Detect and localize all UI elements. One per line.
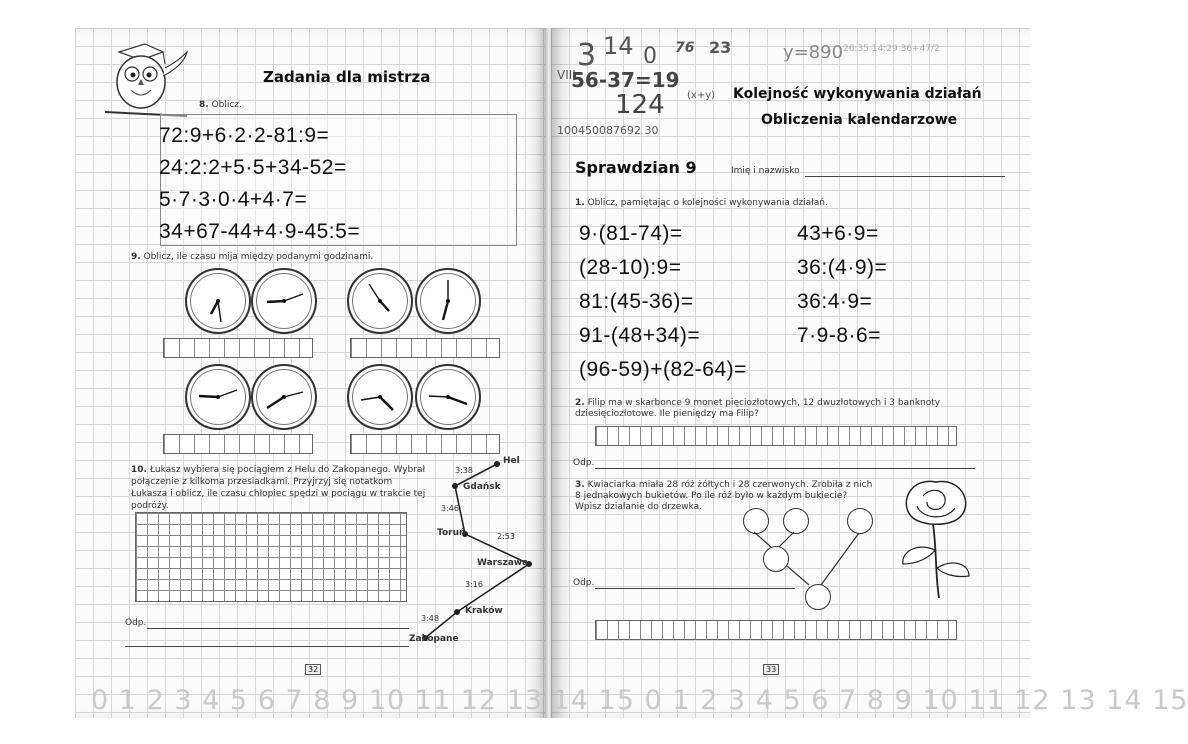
time-label: 3:16 [465,580,483,589]
digit: 1 [118,685,137,716]
clock-face [347,364,413,430]
clock-face [185,268,251,334]
clock-face [251,268,317,334]
task3-answer-line[interactable] [595,588,795,589]
task9-answer-row-1b[interactable] [350,338,500,358]
clock-hands-icon [253,270,315,332]
station-gdansk: Gdańsk [463,482,501,492]
digit: 15 [1152,685,1188,716]
digit: 9 [341,685,360,716]
station-zakopane: Zakopane [409,634,459,644]
task2-text-block [575,398,995,420]
task2-answer-label: Odp. [573,458,595,468]
tree-connectors [741,506,881,616]
equation-1-6: 43+6·9= [797,222,879,245]
task8-number: 8. [199,100,209,110]
task8-instruction: Oblicz. [211,100,242,110]
digit: 8 [313,685,332,716]
digit: 14 [1106,685,1143,716]
clock-hands-icon [349,366,411,428]
right-page [551,28,1030,718]
equation-8-2: 24:2:2+5·5+34-52= [159,156,347,179]
digit: 12 [1014,685,1051,716]
task10-number: 10. [131,465,147,475]
deco-number: 14 [603,32,634,60]
digit: 3 [727,685,747,716]
page-number: 33 [763,664,779,675]
task10-answer-grid[interactable] [135,512,407,602]
digit: 1 [672,685,691,716]
equation-1-1: 9·(81-74)= [579,222,683,245]
task2-answer-line[interactable] [595,468,975,469]
equation-1-2: (28-10):9= [579,256,682,279]
open-workbook [75,28,1188,718]
digit: 5 [783,685,802,716]
task3-text: Kwiaciarka miała 28 róż żółtych i 28 czerwonych. Zrobiła z nich 8 jednakowych bukietów. Po ile róż było w każdym bukiecie? Wpisz działanie do drzewka. [575,480,873,512]
digit: 10 [368,685,406,716]
deco-number: 100450087692 30 [557,124,659,137]
equation-8-4: 34+67-44+4·9-45:5= [159,220,361,243]
deco-number: (x+y) [687,90,716,101]
equation-1-8: 36:4·9= [797,290,873,313]
digit: 10 [922,685,959,716]
task10-answer-line[interactable] [147,628,409,629]
task1-heading [575,198,828,208]
clock-hands-icon [253,366,315,428]
task8-heading [199,100,242,110]
clock-face [185,364,251,430]
digit: 13 [506,685,544,716]
deco-number: VIII [557,68,576,82]
digit: 15 [598,685,635,716]
clock-face [415,268,481,334]
task3-answer-grid[interactable] [595,620,957,640]
station-krakow: Kraków [465,606,503,616]
station-warszawa: Warszawa [477,558,529,568]
clock-hands-icon [417,270,479,332]
task2-text: Filip ma w skarbonce 9 monet pięciozłotowych, 12 dwuzłotowych i 3 banknoty dziesięciozłotowe. Ile pieniędzy ma Filip? [575,398,941,419]
task10-answer-line-2[interactable] [125,646,409,647]
deco-number: 0 [643,44,657,69]
digit: 6 [811,685,830,716]
clock-hands-icon [187,366,249,428]
time-label: 3:38 [455,466,473,475]
digit: 9 [894,685,913,716]
equation-8-3: 5·7·3·0·4+4·7= [159,188,308,211]
task9-answer-row-2b[interactable] [350,434,500,454]
owl-illustration [101,42,191,124]
test-title: Sprawdzian 9 [575,158,697,177]
task10-text: Łukasz wybiera się pociągiem z Helu do Zakopanego. Wybrał połączenie z kilkoma przesiadkami. Przyjrzyj się notatkom Łukasza i oblicz, ile czasu chłopiec spędzi w pociągu w trakcie tej podróży. [131,465,426,511]
equation-1-5: (96-59)+(82-64)= [579,358,747,381]
equation-1-3: 81:(45-36)= [579,290,694,313]
digit: 14 [552,685,589,716]
station-hel: Hel [503,456,520,466]
digit: 7 [839,685,858,716]
digits-strip [91,685,1188,716]
deco-number: 3 [577,38,597,73]
task10-answer-label: Odp. [125,618,147,628]
clock-face [347,268,413,334]
deco-number: 56-37=19 [571,68,680,92]
task3-answer-label: Odp. [573,578,595,588]
deco-number: 26:35 14:29 36+47/2 [843,44,940,54]
time-label: 2:53 [497,532,515,541]
digit: 2 [700,685,719,716]
equation-1-7: 36:(4·9)= [797,256,888,279]
digit: 2 [146,685,165,716]
page-number: 32 [305,664,321,675]
digit: 6 [257,685,276,716]
deco-number: 76 [675,40,695,56]
chapter-subtitle: Obliczenia kalendarzowe [761,112,958,128]
chapter-title: Kolejność wykonywania działań [733,86,982,102]
task1-number: 1. [575,198,585,208]
task9-answer-row-1a[interactable] [163,338,313,358]
deco-number: 23 [709,38,732,57]
time-label: 3:48 [421,614,439,623]
digit: 3 [174,685,193,716]
clock-hands-icon [349,270,411,332]
time-label: 3:46 [441,504,459,513]
page-title: Zadania dla mistrza [263,68,431,86]
task10-text-block [131,464,431,512]
digit: 0 [91,685,110,716]
task2-answer-grid[interactable] [595,426,957,446]
digit: 11 [414,685,452,716]
rose-illustration [881,472,991,602]
task2-number: 2. [575,398,585,408]
digit: 5 [229,685,249,716]
clock-hands-icon [417,366,479,428]
task3-number: 3. [575,480,585,490]
digit: 4 [202,685,221,716]
task9-number: 9. [131,252,141,262]
deco-number: 124 [615,90,665,120]
station-torun: Toruń [437,528,466,538]
left-page [75,28,547,718]
digit: 11 [968,685,1005,716]
digit: 0 [644,685,663,716]
equation-1-4: 91-(48+34)= [579,324,701,347]
digit: 12 [460,685,498,716]
digit: 7 [285,685,304,716]
task9-instruction: Oblicz, ile czasu mija między podanymi godzinami. [143,252,374,262]
digit: 4 [755,685,774,716]
task9-heading [131,252,373,262]
name-label: Imię i nazwisko [731,166,800,176]
clock-hands-icon [187,270,249,332]
clock-face [415,364,481,430]
equation-8-1: 72:9+6·2·2-81:9= [159,124,330,147]
task1-instruction: Oblicz, pamiętając o kolejności wykonywania działań. [587,198,828,208]
clock-face [251,364,317,430]
digit: 8 [866,685,885,716]
digit: 13 [1060,685,1097,716]
deco-number: y=890 [783,42,844,63]
task9-answer-row-2a[interactable] [163,434,313,454]
equation-1-9: 7·9-8·6= [797,324,881,347]
name-field[interactable] [805,176,1005,177]
